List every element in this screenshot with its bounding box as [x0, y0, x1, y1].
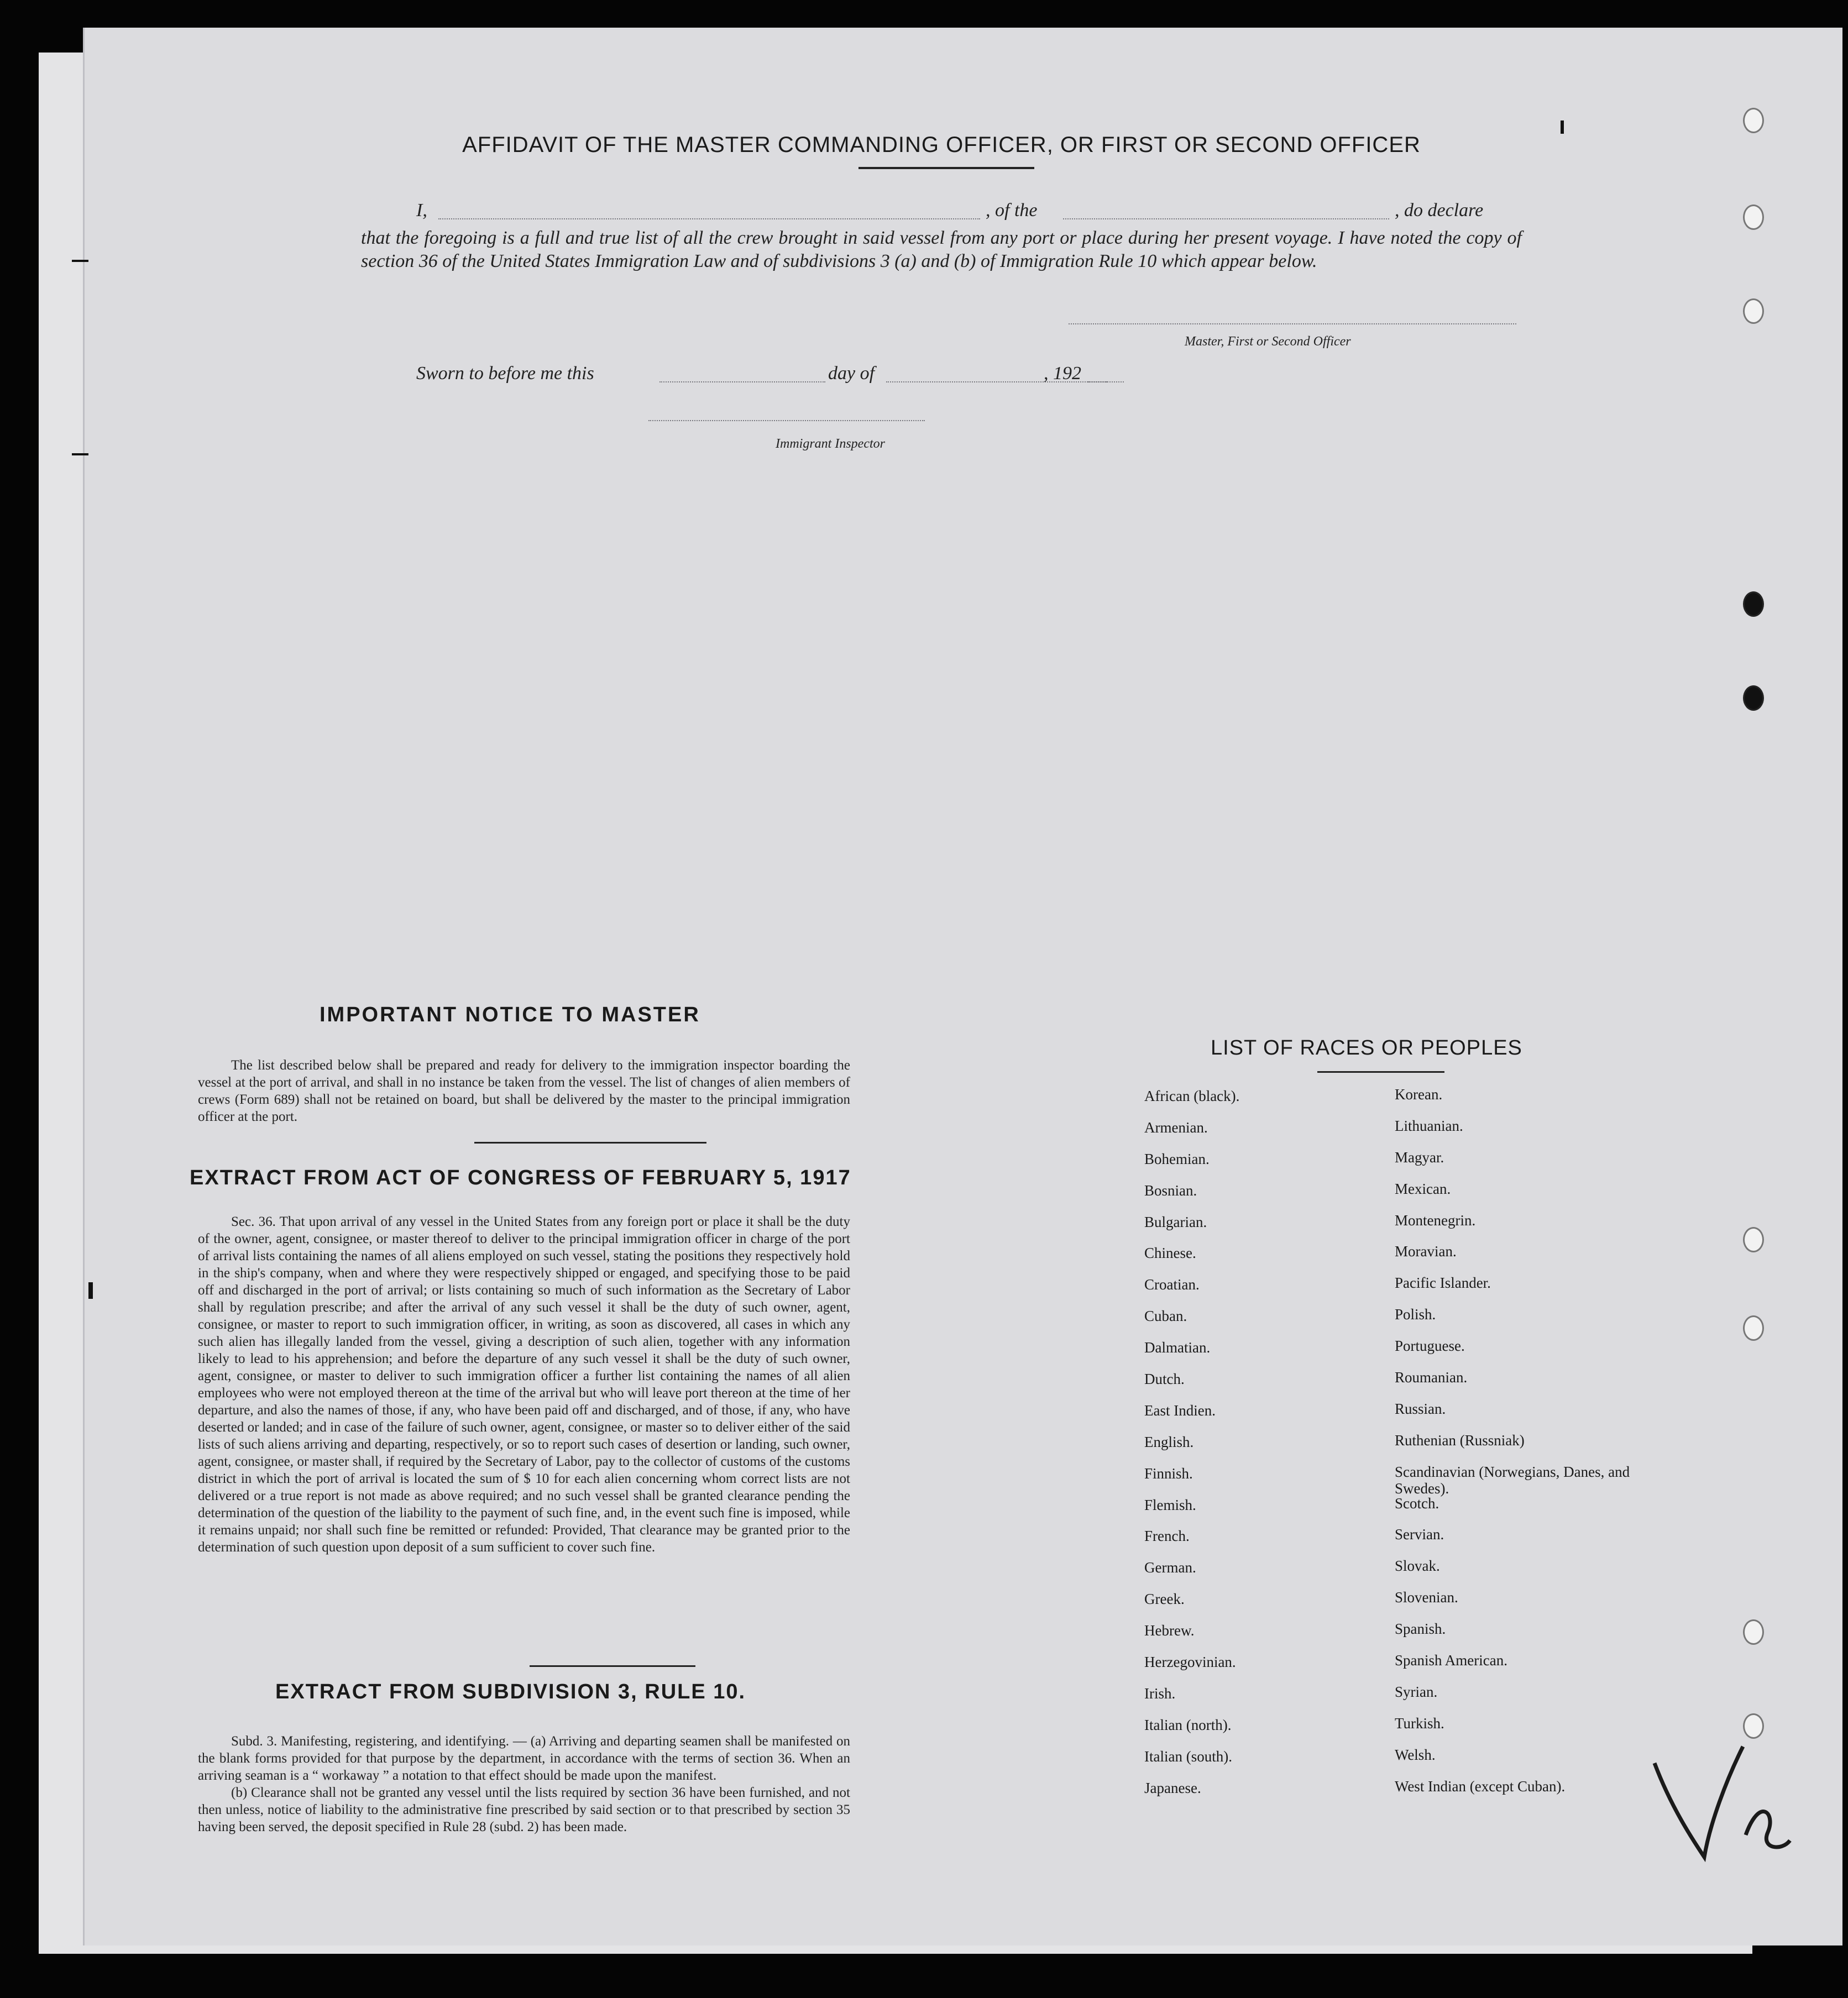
year-text: , 192	[1044, 363, 1081, 384]
race-item: Italian (south).	[1144, 1748, 1232, 1765]
extract-rule-title: EXTRACT FROM SUBDIVISION 3, RULE 10.	[275, 1680, 746, 1703]
race-item: Spanish.	[1395, 1621, 1446, 1638]
race-item: Cuban.	[1144, 1308, 1187, 1325]
race-item: Greek.	[1144, 1591, 1185, 1608]
notice-paragraph: The list described below shall be prepared and ready for delivery to the immigration inspector boarding the vessel at the port of arrival, and shall in no instance be taken from the vessel. The list of changes of alien members of crews (Form 689) shall not be retained on board, but shall be delivered by the master to the principal immigration officer at the port.	[198, 1058, 850, 1124]
inspector-signature-line[interactable]	[648, 420, 925, 421]
race-item: Spanish American.	[1395, 1652, 1507, 1669]
race-item: Scotch.	[1395, 1494, 1439, 1512]
vessel-blank[interactable]	[1063, 218, 1389, 219]
binder-hole	[1743, 591, 1764, 617]
rule-para-b: (b) Clearance shall not be granted any vessel until the lists required by section 36 have been furnished, and not then unless, notice of liability to the administrative fine prescribed by said section or to that prescribed by section 35 having been served, the deposit specified in Rule 28 (subd. 2) has been made.	[198, 1785, 850, 1834]
binder-hole	[1743, 108, 1764, 133]
race-item: Scandinavian (Norwegians, Danes, and Swedes).	[1395, 1463, 1630, 1497]
notice-title: IMPORTANT NOTICE TO MASTER	[320, 1003, 700, 1026]
race-item: Roumanian.	[1395, 1369, 1468, 1386]
race-item: Slovenian.	[1395, 1589, 1458, 1606]
race-item: Irish.	[1144, 1685, 1176, 1702]
extract-act-text	[198, 1213, 850, 1556]
ink-mark	[1561, 120, 1564, 134]
title-underline	[858, 167, 1034, 169]
race-item: Chinese.	[1144, 1245, 1196, 1262]
race-item: Armenian.	[1144, 1119, 1208, 1136]
race-item: Finnish.	[1144, 1465, 1193, 1482]
sworn-day-blank[interactable]	[659, 381, 825, 382]
race-item: Dalmatian.	[1144, 1339, 1211, 1356]
affidavit-title: AFFIDAVIT OF THE MASTER COMMANDING OFFICER, OR FIRST OR SECOND OFFICER	[462, 133, 1421, 157]
race-item: Croatian.	[1144, 1276, 1200, 1293]
race-item: Magyar.	[1395, 1149, 1444, 1166]
race-item: Lithuanian.	[1395, 1117, 1463, 1134]
race-item: Hebrew.	[1144, 1622, 1195, 1639]
notice-text	[198, 1057, 850, 1125]
race-item: Bosnian.	[1144, 1182, 1197, 1199]
master-signature-line[interactable]	[1069, 323, 1516, 324]
races-left-column	[1144, 1088, 1382, 1811]
races-title: LIST OF RACES OR PEOPLES	[1211, 1036, 1522, 1060]
binder-hole	[1743, 298, 1764, 324]
race-item: Moravian.	[1395, 1243, 1457, 1260]
binder-hole	[1743, 1315, 1764, 1341]
notice-divider	[474, 1142, 706, 1144]
race-item: English.	[1144, 1433, 1194, 1450]
race-item: German.	[1144, 1559, 1196, 1576]
sworn-year-blank[interactable]	[1088, 381, 1124, 382]
declaration-do-declare: , do declare	[1395, 200, 1484, 221]
race-item: Ruthenian (Russniak)	[1395, 1431, 1525, 1449]
ink-mark	[72, 260, 88, 262]
race-item: Montenegrin.	[1395, 1212, 1476, 1229]
act-divider	[530, 1665, 695, 1667]
day-of-text: day of	[828, 363, 875, 384]
binder-hole	[1743, 204, 1764, 230]
race-item: Italian (north).	[1144, 1716, 1232, 1733]
section-36-paragraph: Sec. 36. That upon arrival of any vessel in the United States from any foreign port or place it shall be the duty of the owner, agent, consignee, or master thereof to deliver to the principal immigration officer in charge of the port of arrival lists containing the names of all aliens employed on such vessel, stating the positions they respectively hold in the ship's company, when and where they were respectively shipped or engaged, and specifying those to be paid off and discharged in the port of arrival; or lists containing so much of such information as the Secretary of Labor shall by regulation prescribe; and after the arrival of any such vessel it shall be the duty of such owner, agent, consignee, or master to report to such immigration officer, in writing, as soon as discovered, all cases in which any such alien has illegally landed from the vessel, giving a description of such alien, together with any information likely to lead to his apprehension; and before the departure of any such vessel it shall be the duty of such owner, agent, consignee, or master to deliver to such immigration officer a further list containing the names of all alien employees who were not employed thereon at the time of the arrival but who will leave port thereon at the time of her departure, and also the names of those, if any, who have been paid off and discharged, and of those, if any, who have deserted or landed; and in case of the failure of such owner, agent, consignee, or master so to deliver either of the said lists of such aliens arriving and departing, respectively, or so to report such cases of desertion or landing, such owner, agent, consignee, or master shall, if required by the Secretary of Labor, pay to the collector of customs of the customs district in which the port of arrival is located the sum of $ 10 for each alien concerning whom correct lists are not delivered or a true report is not made as above required; and no such vessel shall be granted clearance pending the determination of the question of the liability to the payment of such fine, and, in the event such fine is imposed, while it remains unpaid; nor shall such fine be remitted or refunded: Provided, That clearance may be granted prior to the determination of such question upon deposit of a sum sufficient to cover such fine.	[198, 1214, 850, 1555]
race-item: Servian.	[1395, 1526, 1444, 1543]
race-item: Pacific Islander.	[1395, 1275, 1491, 1292]
inspector-label: Immigrant Inspector	[776, 437, 885, 451]
race-item: African (black).	[1144, 1088, 1240, 1104]
race-item: Bohemian.	[1144, 1150, 1210, 1167]
race-item: East Indien.	[1144, 1402, 1216, 1419]
handwritten-initials	[1632, 1730, 1798, 1874]
ink-mark	[72, 453, 88, 455]
rule-para-a: Subd. 3. Manifesting, registering, and identifying. — (a) Arriving and departing seamen shall be manifested on the blank forms provided for that purpose by the department, in accordance with the terms of section 36. When an arriving seaman is a “ workaway ” a notation to that effect should be made upon the manifest.	[198, 1734, 850, 1783]
race-item: Welsh.	[1395, 1746, 1436, 1763]
ink-mark	[88, 1282, 93, 1299]
race-item: Japanese.	[1144, 1779, 1201, 1796]
races-right-column	[1395, 1086, 1632, 1809]
race-item: Korean.	[1395, 1086, 1443, 1103]
binder-hole	[1743, 685, 1764, 711]
race-item: Bulgarian.	[1144, 1213, 1207, 1230]
race-item: Mexican.	[1395, 1180, 1451, 1197]
declaration-of-the: , of the	[986, 200, 1038, 221]
race-item: Russian.	[1395, 1400, 1446, 1417]
race-item: Flemish.	[1144, 1496, 1196, 1513]
race-item: Dutch.	[1144, 1371, 1185, 1388]
race-item: Turkish.	[1395, 1714, 1444, 1732]
sworn-text: Sworn to before me this	[416, 363, 594, 384]
extract-act-title: EXTRACT FROM ACT OF CONGRESS OF FEBRUARY 5, 1917	[190, 1166, 851, 1189]
race-item: French.	[1144, 1528, 1190, 1545]
binder-hole	[1743, 1619, 1764, 1645]
affidavit-page	[83, 28, 1842, 1945]
race-item: Herzegovinian.	[1144, 1654, 1236, 1671]
race-item: Polish.	[1395, 1306, 1436, 1323]
declaration-text: that the foregoing is a full and true list of all the crew brought in said vessel from any port or place during her present voyage. I have noted the copy of section 36 of the United States Immigration Law and of subdivisions 3 (a) and (b) of Immigration Rule 10 which appear below.	[361, 228, 1522, 271]
race-item: Syrian.	[1395, 1683, 1438, 1700]
extract-rule-text	[198, 1733, 850, 1836]
name-blank[interactable]	[438, 218, 980, 219]
master-signature-label: Master, First or Second Officer	[1185, 334, 1351, 349]
binder-hole	[1743, 1227, 1764, 1252]
races-underline	[1317, 1071, 1444, 1073]
declaration-i: I,	[416, 200, 427, 221]
race-item: Portuguese.	[1395, 1338, 1465, 1355]
race-item: Slovak.	[1395, 1558, 1440, 1575]
race-item: West Indian (except Cuban).	[1395, 1777, 1566, 1795]
